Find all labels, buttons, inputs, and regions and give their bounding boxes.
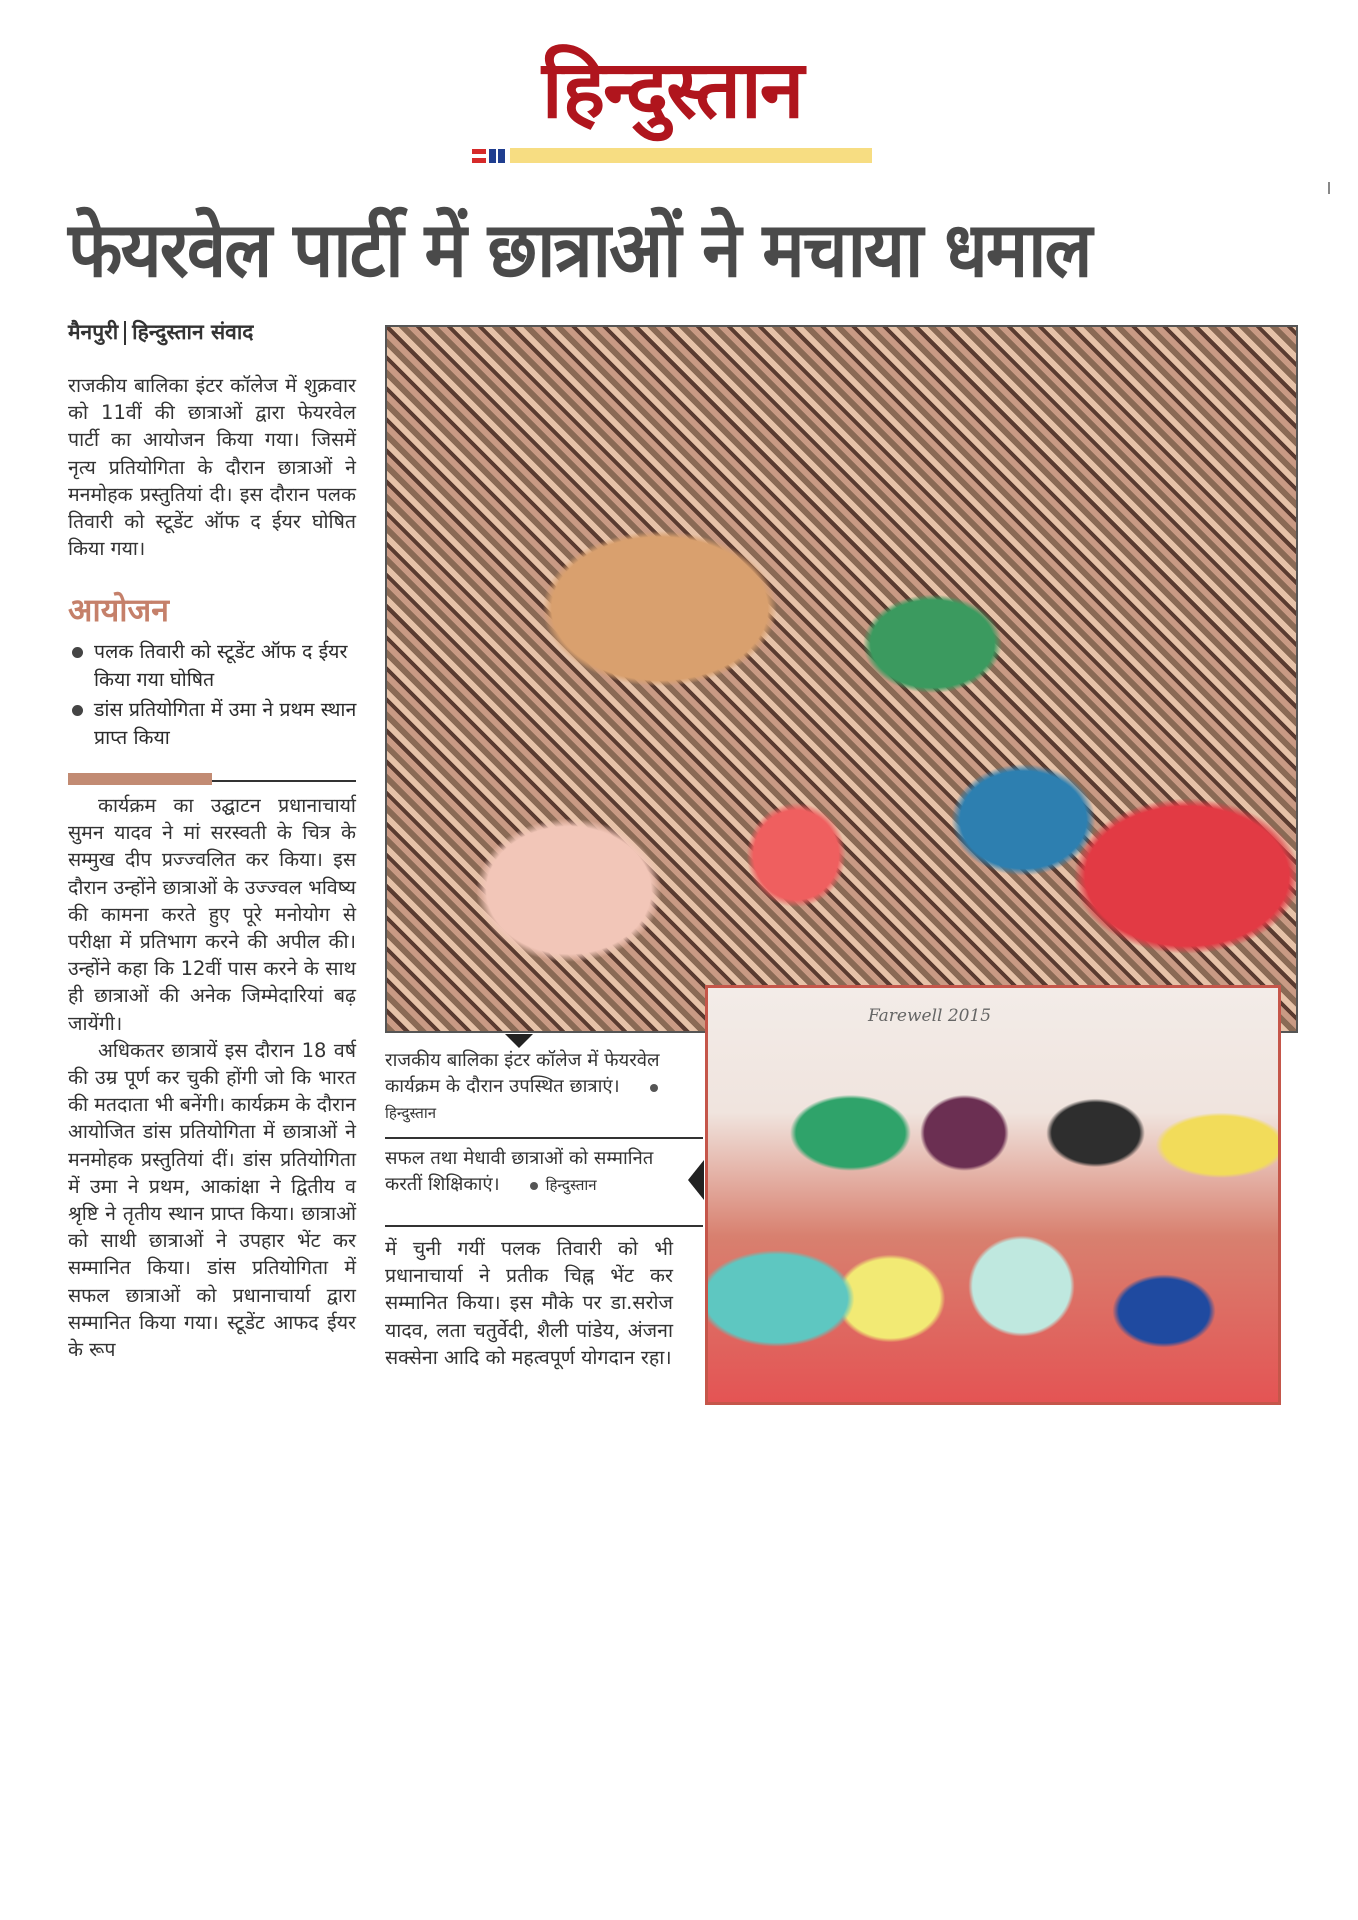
caption-pointer-icon — [505, 1034, 533, 1048]
section-divider-line — [212, 780, 356, 782]
masthead — [472, 40, 872, 165]
dateline-source: हिन्दुस्तान संवाद — [132, 320, 254, 344]
farewell-banner-text: Farewell 2015 — [868, 1006, 992, 1026]
section-divider-block — [68, 773, 212, 785]
article-headline: फेयरवेल पार्टी में छात्राओं ने मचाया धमाल — [68, 205, 1091, 294]
article-intro: राजकीय बालिका इंटर कॉलेज में शुक्रवार को 11वीं की छात्राओं द्वारा फेयरवेल पार्टी का आयोजन किया गया। जिसमें नृत्य प्रतियोगिता के दौरान छात्राओं ने मनमोहक प्रस्तुतियां दी। इस दौरान पलक तिवारी को स्टूडेंट ऑफ द ईयर घोषित किया गया। — [68, 374, 356, 561]
main-photo — [385, 325, 1298, 1033]
bullet-icon — [72, 705, 83, 716]
highlights-heading: आयोजन — [68, 591, 170, 629]
article-continuation: में चुनी गयीं पलक तिवारी को भी प्रधानाचार्या ने प्रतीक चिह्न भेंट कर सम्मानित किया। इस मौके पर डा.सरोज यादव, लता चतुर्वेदी, शैली पांडेय, अंजना सक्सेना आदि को महत्वपूर्ण योगदान रहा। — [385, 1237, 673, 1369]
highlight-item: डांस प्रतियोगिता में उमा ने प्रथम स्थान प्राप्त किया — [68, 696, 358, 751]
article-body — [68, 792, 356, 1363]
bullet-icon — [72, 647, 83, 658]
bullet-icon — [650, 1084, 658, 1092]
highlights-list — [68, 638, 358, 754]
flag-icon — [472, 149, 506, 163]
dateline — [68, 318, 253, 346]
dateline-divider — [124, 321, 126, 345]
body-paragraph: अधिकतर छात्रायें इस दौरान 18 वर्ष की उम्र पूर्ण कर चुकी होंगी जो कि भारत की मतदाता भी बनेंगी। कार्यक्रम के दौरान आयोजित डांस प्रतियोगिता में छात्राओं ने मनमोहक प्रस्तुतियां दीं। डांस प्रतियोगिता में उमा ने प्रथम, आकांक्षा ने द्वितीय व श्रृष्टि ने तृतीय स्थान प्राप्त किया। छात्राओं को साथी छात्राओं ने उपहार भेंट कर सम्मानित किया। डांस प्रतियोगिता में सफल छात्राओं को प्रधानाचार्या द्वारा सम्मानित किया गया। स्टूडेंट आफद ईयर के रूप — [68, 1038, 356, 1362]
inset-photo — [705, 985, 1281, 1405]
inset-photo-caption: सफल तथा मेधावी छात्राओं को सम्मानित करतीं शिक्षिकाएं। हिन्दुस्तान — [385, 1148, 654, 1195]
dateline-place: मैनपुरी — [68, 320, 119, 344]
main-photo-caption: राजकीय बालिका इंटर कॉलेज में फेयरवेल कार्यक्रम के दौरान उपस्थित छात्राएं। हिन्दुस्तान — [385, 1048, 685, 1126]
photo-credit: हिन्दुस्तान — [530, 1176, 597, 1194]
caption-pointer-icon — [688, 1160, 704, 1200]
body-paragraph: कार्यक्रम का उद्घाटन प्रधानाचार्या सुमन यादव ने मां सरस्वती के चित्र के सम्मुख दीप प्रज्ज्वलित कर किया। इस दौरान उन्होंने छात्राओं के उज्ज्वल भविष्य की कामना करते हुए पूरे मनोयोग से परीक्षा में प्रतिभाग करने की अपील की। उन्होंने कहा कि 12वीं पास करने के साथ ही छात्राओं की अनेक जिम्मेदारियां बढ़ जायेंगी। — [68, 794, 356, 1035]
newspaper-logo: हिन्दुस्तान — [541, 43, 803, 136]
photo-credit: हिन्दुस्तान — [385, 1078, 666, 1122]
bullet-icon — [530, 1182, 538, 1190]
masthead-underline — [510, 148, 872, 163]
scan-mark — [1328, 182, 1330, 194]
caption-divider — [385, 1225, 703, 1227]
highlight-item: पलक तिवारी को स्टूडेंट ऑफ द ईयर किया गया घोषित — [68, 638, 358, 693]
caption-divider — [385, 1137, 703, 1139]
